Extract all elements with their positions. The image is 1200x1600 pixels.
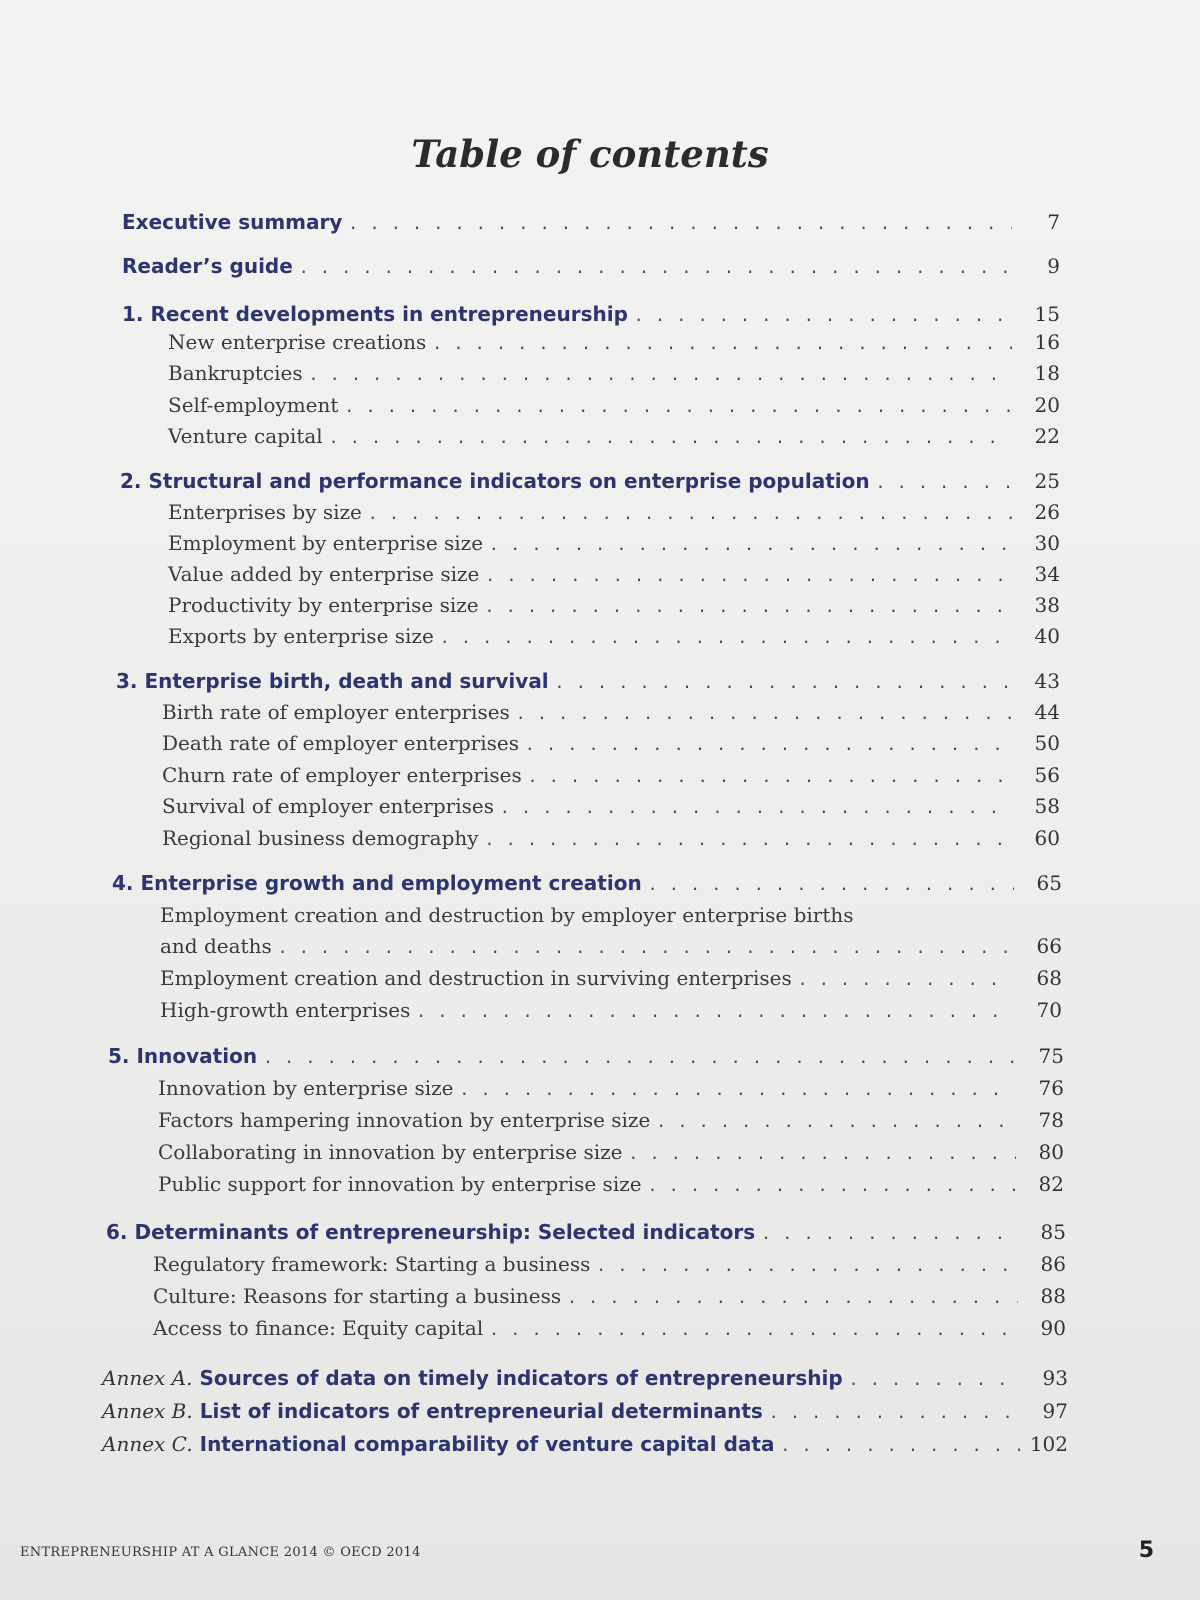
annex-label: Annex A. <box>102 1366 193 1390</box>
toc-entry-label: Regional business demography <box>162 826 479 850</box>
toc-page-number: 15 <box>1034 302 1060 326</box>
dot-leader <box>263 1042 1016 1074</box>
toc-section-entry[interactable] <box>162 759 1060 791</box>
toc-page-number: 56 <box>1034 763 1060 787</box>
toc-section-entry[interactable] <box>158 1136 1064 1168</box>
toc-section-entry[interactable] <box>162 727 1060 759</box>
dot-leader <box>309 359 1012 391</box>
toc-entry-label: 6. Determinants of entrepreneurship: Selected indicators <box>106 1220 756 1244</box>
toc-page-number: 86 <box>1040 1252 1066 1276</box>
dot-leader <box>876 467 1012 499</box>
toc-entry-label: Employment by enterprise size <box>168 531 484 555</box>
toc-page-number: 88 <box>1040 1284 1066 1308</box>
toc-page-number: 90 <box>1040 1316 1066 1340</box>
toc-chapter-entry[interactable] <box>106 1216 1066 1248</box>
toc-entry-label: Public support for innovation by enterprise size <box>158 1172 642 1196</box>
toc-entry-label-line1: Employment creation and destruction by employer enterprise births <box>160 903 854 927</box>
dot-leader <box>489 529 1012 561</box>
dot-leader <box>416 996 1014 1028</box>
dot-leader <box>348 208 1012 240</box>
dot-leader <box>329 422 1012 454</box>
annex-title: Sources of data on timely indicators of entrepreneurship <box>199 1366 843 1390</box>
toc-page-number: 30 <box>1034 531 1060 555</box>
toc-page-number: 68 <box>1036 966 1062 990</box>
toc-page-number: 44 <box>1034 700 1060 724</box>
toc-section-entry[interactable] <box>168 496 1060 528</box>
toc-page-number: 78 <box>1038 1108 1064 1132</box>
dot-leader <box>596 1250 1018 1282</box>
toc-entry-label: 5. Innovation <box>108 1044 258 1068</box>
toc-page-number: 43 <box>1034 669 1060 693</box>
toc-entry-label: New enterprise creations <box>168 330 427 354</box>
dot-leader <box>440 622 1012 654</box>
toc-entry-label: High-growth enterprises <box>160 998 411 1022</box>
toc-section-entry[interactable] <box>168 420 1060 452</box>
dot-leader <box>500 792 1012 824</box>
toc-entry-label: 4. Enterprise growth and employment creation <box>112 871 642 895</box>
toc-annex-entry[interactable] <box>102 1395 1068 1427</box>
toc-entry-label: Churn rate of employer enterprises <box>162 763 522 787</box>
toc-entry-label: Access to finance: Equity capital <box>153 1316 484 1340</box>
toc-entry-label: Value added by enterprise size <box>168 562 480 586</box>
toc-entry-label <box>102 1428 775 1460</box>
dot-leader <box>485 560 1012 592</box>
toc-entry-label: Self-employment <box>168 393 339 417</box>
toc-page-number: 60 <box>1034 826 1060 850</box>
dot-leader <box>278 932 1014 964</box>
dot-leader <box>648 869 1014 901</box>
toc-page-number: 16 <box>1034 330 1060 354</box>
toc-annex-entry[interactable] <box>102 1362 1068 1394</box>
toc-chapter-entry[interactable] <box>122 206 1060 238</box>
toc-page-number: 25 <box>1034 469 1060 493</box>
toc-entry-label: Employment creation and destruction in surviving enterprises <box>160 966 792 990</box>
toc-page-number: 9 <box>1047 254 1060 278</box>
toc-page-number: 38 <box>1034 593 1060 617</box>
toc-section-entry[interactable] <box>162 696 1060 728</box>
dot-leader <box>485 824 1012 856</box>
annex-title: List of indicators of entrepreneurial determinants <box>199 1399 763 1423</box>
toc-section-entry[interactable] <box>168 389 1060 421</box>
toc-page-number: 40 <box>1034 624 1060 648</box>
dot-leader <box>528 761 1012 793</box>
toc-page-number: 50 <box>1034 731 1060 755</box>
page-title: Table of contents <box>411 132 769 176</box>
toc-entry-label <box>102 1395 763 1427</box>
toc-chapter-entry[interactable] <box>116 665 1060 697</box>
toc-page-number: 97 <box>1042 1399 1068 1423</box>
dot-leader <box>525 729 1012 761</box>
annex-title: International comparability of venture capital data <box>199 1432 775 1456</box>
toc-chapter-entry[interactable] <box>112 867 1062 899</box>
toc-chapter-entry[interactable] <box>122 250 1060 282</box>
toc-entry-label: Venture capital <box>168 424 323 448</box>
dot-leader <box>781 1430 1021 1462</box>
toc-page-number: 85 <box>1040 1220 1066 1244</box>
toc-section-entry[interactable] <box>158 1104 1064 1136</box>
dot-leader <box>485 591 1012 623</box>
toc-section-entry[interactable] <box>168 326 1060 358</box>
dot-leader <box>648 1170 1016 1202</box>
toc-page-number: 80 <box>1038 1140 1064 1164</box>
dot-leader <box>849 1364 1020 1396</box>
toc-section-entry[interactable] <box>168 357 1060 389</box>
dot-leader <box>489 1314 1018 1346</box>
toc-page-number: 20 <box>1034 393 1060 417</box>
dot-leader <box>769 1397 1020 1429</box>
toc-section-entry[interactable] <box>153 1248 1066 1280</box>
annex-label: Annex C. <box>102 1432 193 1456</box>
toc-entry-label: Birth rate of employer enterprises <box>162 700 510 724</box>
toc-page-number: 76 <box>1038 1076 1064 1100</box>
toc-page-number: 26 <box>1034 500 1060 524</box>
footer-publication: ENTREPRENEURSHIP AT A GLANCE 2014 © OECD 2014 <box>20 1545 421 1560</box>
toc-entry-label: Reader’s guide <box>122 254 293 278</box>
toc-page-number: 65 <box>1036 871 1062 895</box>
dot-leader <box>567 1282 1018 1314</box>
dot-leader <box>761 1218 1018 1250</box>
toc-section-entry[interactable] <box>168 527 1060 559</box>
toc-chapter-entry[interactable] <box>120 465 1060 497</box>
toc-entry-label: Survival of employer enterprises <box>162 794 494 818</box>
toc-page-number: 7 <box>1047 210 1060 234</box>
toc-page-number: 22 <box>1034 424 1060 448</box>
dot-leader <box>656 1106 1016 1138</box>
toc-entry-label: Innovation by enterprise size <box>158 1076 454 1100</box>
toc-page-number: 70 <box>1036 998 1062 1022</box>
toc-section-entry[interactable] <box>162 790 1060 822</box>
toc-page-number: 66 <box>1036 934 1062 958</box>
toc-page-number: 82 <box>1038 1172 1064 1196</box>
toc-entry-label: Culture: Reasons for starting a business <box>153 1284 562 1308</box>
toc-entry-label: Bankruptcies <box>168 361 303 385</box>
dot-leader <box>344 391 1012 423</box>
toc-section-entry[interactable] <box>160 930 1062 962</box>
dot-leader <box>516 698 1012 730</box>
toc-entry-label: Collaborating in innovation by enterprise size <box>158 1140 623 1164</box>
toc-page-number: 102 <box>1029 1432 1068 1456</box>
toc-entry-label: and deaths <box>160 934 272 958</box>
toc-entry-label: Factors hampering innovation by enterprise size <box>158 1108 651 1132</box>
dot-leader <box>368 498 1012 530</box>
dot-leader <box>798 964 1014 996</box>
dot-leader <box>460 1074 1017 1106</box>
toc-page-number: 75 <box>1038 1044 1064 1068</box>
page-number: 5 <box>1138 1538 1154 1563</box>
dot-leader <box>629 1138 1017 1170</box>
toc-section-entry[interactable] <box>153 1280 1066 1312</box>
toc-entry-label <box>102 1362 843 1394</box>
toc-section-entry[interactable] <box>158 1072 1064 1104</box>
toc-page-number: 34 <box>1034 562 1060 586</box>
toc-section-entry[interactable] <box>160 994 1062 1026</box>
toc-entry-label: 1. Recent developments in entrepreneurship <box>122 302 628 326</box>
toc-entry-label: Death rate of employer enterprises <box>162 731 519 755</box>
toc-section-entry[interactable] <box>168 620 1060 652</box>
dot-leader <box>299 252 1012 284</box>
toc-page-number: 18 <box>1034 361 1060 385</box>
toc-annex-entry[interactable] <box>102 1428 1068 1460</box>
toc-page-number: 58 <box>1034 794 1060 818</box>
toc-entry-label: Productivity by enterprise size <box>168 593 479 617</box>
toc-section-entry[interactable] <box>162 822 1060 854</box>
dot-leader <box>555 667 1012 699</box>
toc-entry-label: 3. Enterprise birth, death and survival <box>116 669 549 693</box>
annex-label: Annex B. <box>102 1399 193 1423</box>
toc-entry-label: Enterprises by size <box>168 500 362 524</box>
toc-entry-label: 2. Structural and performance indicators on enterprise population <box>120 469 870 493</box>
toc-section-entry[interactable] <box>168 558 1060 590</box>
dot-leader <box>432 328 1012 360</box>
toc-section-entry[interactable] <box>158 1168 1064 1200</box>
toc-entry-label: Regulatory framework: Starting a business <box>153 1252 591 1276</box>
toc-section-entry[interactable] <box>153 1312 1066 1344</box>
toc-section-entry[interactable] <box>168 589 1060 621</box>
toc-entry-label: Executive summary <box>122 210 343 234</box>
toc-page-number: 93 <box>1042 1366 1068 1390</box>
toc-entry-label: Exports by enterprise size <box>168 624 434 648</box>
toc-chapter-entry[interactable] <box>108 1040 1064 1072</box>
toc-section-entry[interactable] <box>160 962 1062 994</box>
